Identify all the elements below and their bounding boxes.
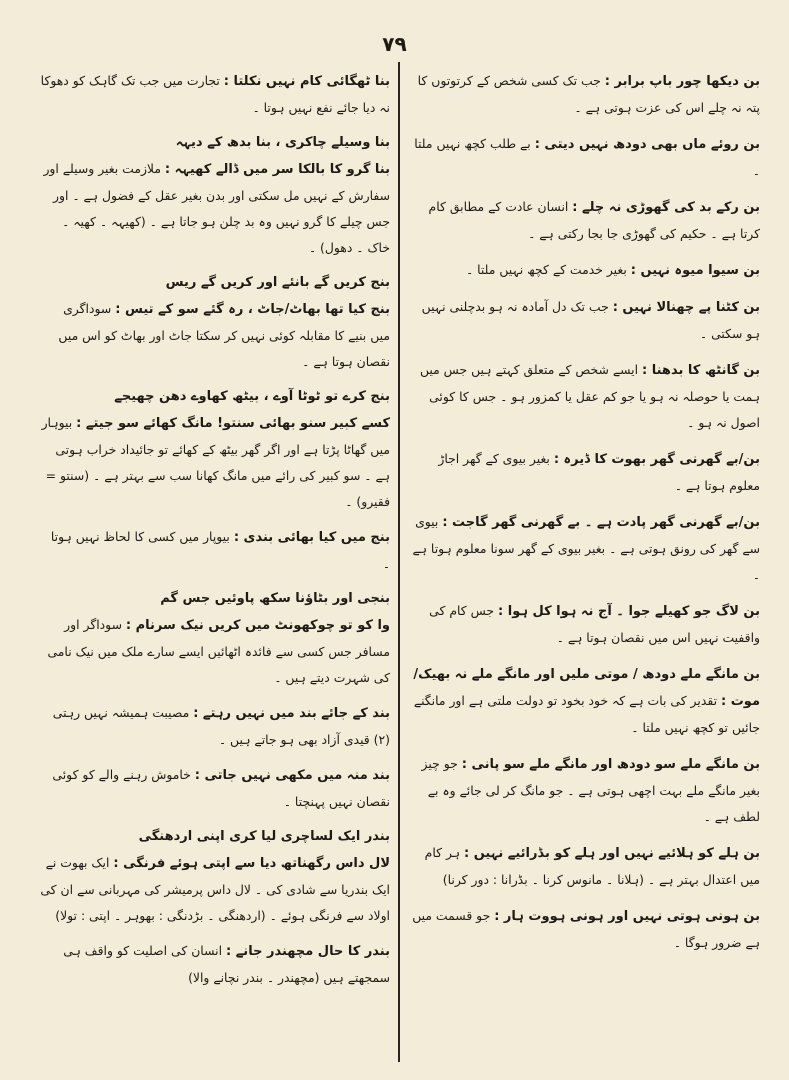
proverb-entry bbox=[40, 762, 390, 815]
proverb-entry bbox=[40, 270, 390, 375]
proverb-meaning: بغیر بیوی کے گھر اجاڑ معلوم ہوتا ہے ۔ bbox=[438, 451, 760, 493]
proverb-entry bbox=[408, 840, 760, 893]
proverb-meaning: بیوپار میں کسی کا لحاظ نہیں ہوتا ۔ bbox=[50, 529, 390, 571]
proverb-headword: بن مانگے ملے دودھ / موتی ملیں اور مانگے ملے نہ بھیک/موت : bbox=[413, 667, 760, 709]
proverb-entry bbox=[40, 700, 390, 753]
proverb-headword: بندر کا حال مچھندر جانے : bbox=[225, 944, 390, 959]
proverb-meaning: بے طلب کچھ نہیں ملتا ۔ bbox=[414, 136, 760, 178]
proverb-entry bbox=[40, 586, 390, 691]
proverb-meaning: انسان عادت کے مطابق کام کرتا ہے ۔ حکیم کی گھوڑی جا بجا رکتی ہے ۔ bbox=[428, 199, 760, 241]
proverb-entry bbox=[408, 294, 760, 347]
proverb-entry bbox=[408, 598, 760, 651]
proverb-entry bbox=[408, 257, 760, 284]
proverb-entry bbox=[40, 130, 390, 261]
proverb-headword: بن/بے گھرنی گھر پادت ہے ۔ بے گھرنی گھر گاجت : bbox=[442, 515, 760, 530]
proverb-entry bbox=[408, 131, 760, 184]
proverb-entry bbox=[408, 194, 760, 247]
proverb-meaning: انسان کی اصلیت کو واقف ہی سمجھتے ہیں (مچھندر ۔ بندر نچانے والا) bbox=[63, 943, 390, 985]
proverb-entry bbox=[408, 751, 760, 830]
proverb-headword: بنا ٹھگائی کام نہیں نکلتا : bbox=[223, 74, 390, 89]
proverb-meaning: بیوہار میں گھاٹا پڑتا ہے اور اگر گھر بیٹھ کے کھائے تو جائیداد خراب ہوتی ہے ۔ سو کبیر کی رائے میں مانگ کھانا سب سے بہتر ہے ۔ (سنتو = فقیرو) ۔ bbox=[41, 415, 390, 509]
proverb-entry bbox=[40, 384, 390, 515]
proverb-meaning: جب تک دل آمادہ نہ ہو بدچلنی نہیں ہو سکتی ۔ bbox=[421, 299, 760, 341]
proverb-meaning: جو چیز بغیر مانگے ملے بہت اچھی ہوتی ہے ۔ جو مانگ کر لی جائے وہ بے لطف ہے ۔ bbox=[421, 756, 760, 824]
proverb-headword: بنا گرو کا بالکا سر میں ڈالے کھیہہ : bbox=[164, 162, 390, 177]
proverb-entry bbox=[40, 68, 390, 121]
proverb-headword: بن ہلے کو ہلائیے نہیں اور ہلے کو بڈرائیے نہیں : bbox=[464, 846, 760, 861]
proverb-meaning: ملازمت بغیر وسیلے اور سفارش کے نہیں مل سکتی اور بدن بغیر عقل کے فضول ہے ۔ اور جس چیلے کا گرو نہیں وہ بد چلن ہو جاتا ہے ۔ (کھیہہ ۔ کھیہ ۔ خاک ۔ دھول) ۔ bbox=[43, 161, 390, 255]
proverb-headword: بن لاگ جو کھیلے جوا ۔ آج نہ ہوا کل ہوا : bbox=[498, 604, 760, 619]
proverb-meaning: ایک بھوت نے ایک بندریا سے شادی کی ۔ لال داس پرمیشر کی مہربانی سے ان کی اولاد سے فرنگی ہوئے ۔ (اردھنگی ۔ بڑدنگی : بھوہر ۔ اپتی : تولا) bbox=[40, 855, 390, 923]
proverb-headword: بن روئے ماں بھی دودھ نہیں دیتی : bbox=[534, 137, 760, 152]
proverb-headword: بن رکے بد کی گھوڑی نہ چلے : bbox=[572, 200, 760, 215]
proverb-meaning: سوداگر اور مسافر جس کسی سے فائدہ اٹھائیں ایسے سارے ملک میں نیک نامی کی شہرت دیتے ہیں ۔ bbox=[47, 617, 390, 685]
proverb-headword: بن دیکھا چور باپ برابر : bbox=[604, 74, 760, 89]
proverb-meaning: بیوی سے گھر کی رونق ہوتی ہے ۔ بغیر بیوی کے گھر سونا معلوم ہوتا ہے ۔ bbox=[412, 514, 760, 582]
proverb-entry bbox=[40, 938, 390, 991]
proverb-meaning: سوداگری میں بنیے کا مقابلہ کوئی نہیں کر سکتا جاٹ اور بھاٹ کو اس میں نقصان ہوتا ہے ۔ bbox=[58, 301, 390, 369]
proverb-first-line: بنا وسیلے چاکری ، بنا بدھ کے دیہہ bbox=[175, 135, 390, 150]
proverb-meaning: ایسے شخص کے متعلق کہتے ہیں جس میں ہمت یا حوصلہ نہ ہو یا جو کم عقل یا کمزور ہو ۔ جس کا کوئی اصول نہ ہو ۔ bbox=[419, 362, 760, 430]
proverb-headword: بن کٹنا پے چھنالا نہیں : bbox=[612, 300, 760, 315]
proverb-headword: وا کو تو چوکھونٹ میں کریں نیک سرنام : bbox=[125, 618, 390, 633]
page-number: ۷۹ bbox=[382, 32, 407, 56]
proverb-headword: بند منہ میں مکھی نہیں جاتی : bbox=[194, 768, 390, 783]
proverb-headword: بن ہونی ہوتی نہیں اور ہونی ہووت ہار : bbox=[494, 909, 760, 924]
proverb-meaning: تقدیر کی بات ہے کہ خود بخود تو دولت ملتی ہے اور مانگنے جائیں تو کچھ نہیں ملتا ۔ bbox=[413, 693, 760, 735]
proverb-meaning: مصیبت ہمیشہ نہیں رہتی (۲) قیدی آزاد بھی ہو جاتے ہیں ۔ bbox=[52, 705, 390, 747]
right-column bbox=[408, 68, 760, 1058]
proverb-entry bbox=[40, 524, 390, 577]
proverb-entry bbox=[408, 357, 760, 436]
column-divider bbox=[398, 62, 400, 1062]
proverb-meaning: جس کام کی واقفیت نہیں اس میں نقصان ہوتا ہے ۔ bbox=[429, 603, 760, 645]
proverb-entry bbox=[40, 824, 390, 929]
proverb-meaning: خاموش رہنے والے کو کوئی نقصان نہیں پہنچتا ۔ bbox=[52, 767, 390, 809]
proverb-headword: کسے کبیر سنو بھائی سنتو! مانگ کھائے سو جیتے : bbox=[76, 416, 390, 431]
proverb-headword: بنج کیا تھا بھاٹ/جاٹ ، رہ گئے سو کے تیس : bbox=[115, 302, 390, 317]
proverb-headword: بن گانٹھ کا بدھنا : bbox=[642, 363, 760, 378]
proverb-entry bbox=[408, 509, 760, 588]
proverb-entry bbox=[408, 661, 760, 741]
proverb-headword: بن سیوا میوہ نہیں : bbox=[630, 263, 760, 278]
proverb-first-line: بندر ایک لساچری لیا کری اپنی اردھنگی bbox=[138, 829, 390, 844]
proverb-meaning: بغیر خدمت کے کچھ نہیں ملتا ۔ bbox=[465, 262, 631, 277]
left-column bbox=[40, 68, 390, 1058]
proverb-headword: بن مانگے ملے سو دودھ اور مانگے ملے سو پانی : bbox=[461, 757, 760, 772]
proverb-headword: بند کے جائے بند میں نہیں رہتے : bbox=[193, 706, 390, 721]
proverb-first-line: بنجی اور بٹاؤنا سکھ پاوئیں جس گم bbox=[160, 591, 390, 606]
proverb-first-line: بنج کریں گے بانئے اور کریں گے ریس bbox=[165, 275, 390, 290]
proverb-headword: بن/بے گھرنی گھر بھوت کا ڈیرہ : bbox=[553, 452, 760, 467]
proverb-headword: بنج میں کیا بھائی بندی : bbox=[233, 530, 390, 545]
proverb-meaning: جو قسمت میں ہے ضرور ہوگا ۔ bbox=[412, 908, 760, 950]
proverb-meaning: جب تک کسی شخص کے کرتوتوں کا پتہ نہ چلے اس کی عزت ہوتی ہے ۔ bbox=[417, 73, 760, 115]
proverb-entry bbox=[408, 903, 760, 956]
proverb-first-line: بنج کرے تو ٹوٹا آوے ، بیٹھ کھاوے دھن چھیجے bbox=[114, 389, 390, 404]
proverb-meaning: ہر کام میں اعتدال بہتر ہے ۔ (ہلانا ۔ مانوس کرنا ۔ بڈرانا : دور کرنا) bbox=[424, 845, 760, 887]
proverb-meaning: تجارت میں جب تک گاہک کو دھوکا نہ دیا جائے نفع نہیں ہوتا ۔ bbox=[40, 73, 390, 115]
proverb-entry bbox=[408, 68, 760, 121]
proverb-headword: لال داس رگھناتھ دیا سے اپتی ہوئے فرنگی : bbox=[113, 856, 390, 871]
proverb-entry bbox=[408, 446, 760, 499]
